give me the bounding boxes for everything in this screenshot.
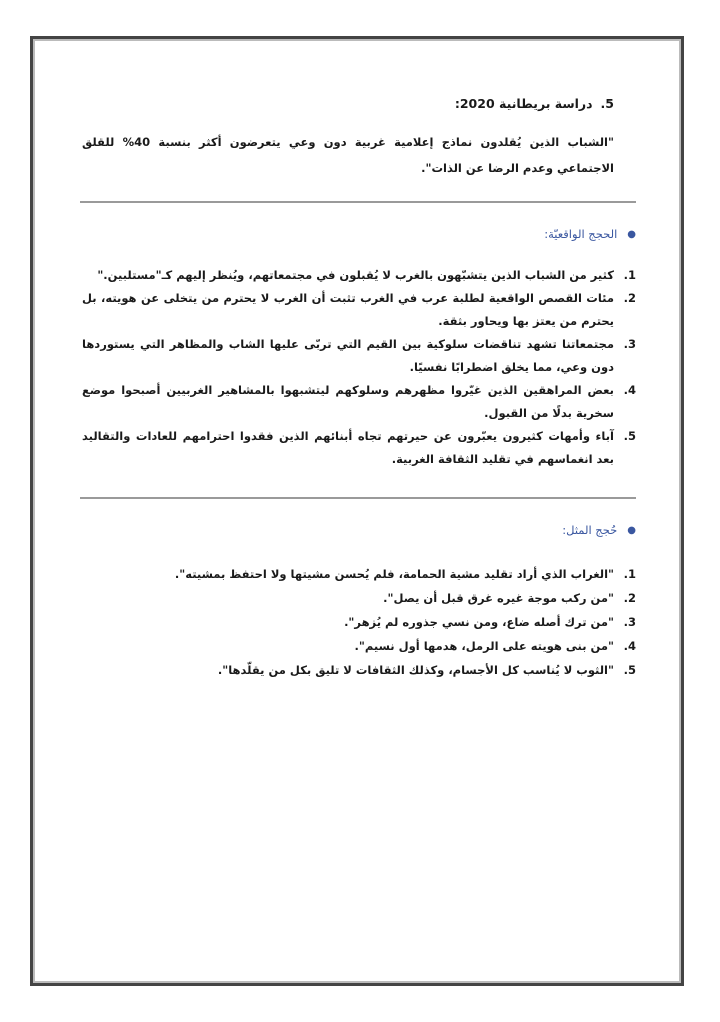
item-number: 3. — [623, 337, 636, 351]
list-item — [82, 333, 636, 379]
study-heading — [82, 92, 614, 115]
bullet-icon: ● — [627, 229, 636, 240]
item-text: بعض المراهقين الذين غيّروا مظهرهم وسلوكهم ليتشبهوا بالمشاهير الغربيين أصبحوا موضع سخرية بدلًا من القبول. — [82, 383, 614, 420]
item-text: "من ترك أصله ضاع، ومن نسي جذوره لم يُزهر". — [344, 615, 614, 629]
item-number: 1. — [623, 567, 636, 581]
list-item — [82, 562, 636, 586]
item-number: 3. — [623, 615, 636, 629]
item-text: كثير من الشباب الذين يتشبّهون بالغرب لا يُقبلون في مجتمعاتهم، ويُنظر إليهم كـ"مستلبين." — [97, 268, 614, 282]
proverb-arguments-title: حُجج المثل: — [562, 523, 618, 537]
proverb-arguments-list — [82, 562, 636, 682]
item-text: "الثوب لا يُناسب كل الأجسام، وكذلك الثقافات لا تليق بكل من يقلّدها". — [217, 663, 614, 677]
list-item — [82, 586, 636, 610]
study-title: دراسة بريطانية 2020: — [454, 96, 593, 111]
item-text: مئات القصص الواقعية لطلبة عرب في الغرب تثبت أن الغرب لا يحترم من يتخلى عن هويته، بل يحترم من يعتز بها ويحاور بثقة. — [82, 291, 614, 328]
list-item — [82, 264, 636, 287]
list-item — [82, 634, 636, 658]
list-item — [82, 287, 636, 333]
list-item — [82, 425, 636, 471]
item-number: 4. — [623, 639, 636, 653]
study-quote: "الشباب الذين يُقلدون نماذج إعلامية غربية دون وعي يتعرضون أكثر بنسبة 40% للقلق الاجتماعي وعدم الرضا عن الذات". — [82, 135, 614, 175]
item-text: "من ركب موجة غيره غرق قبل أن يصل". — [383, 591, 614, 605]
item-number: 1. — [623, 268, 636, 282]
bullet-icon: ● — [627, 525, 636, 536]
item-number: 2. — [623, 591, 636, 605]
item-text: آباء وأمهات كثيرون يعبّرون عن حيرتهم تجاه أبنائهم الذين فقدوا احترامهم للعادات والتقاليد بعد انغماسهم في تقليد الثقافة الغربية. — [82, 429, 614, 466]
study-number: 5. — [600, 96, 614, 111]
realistic-arguments-title: الحجج الواقعيّة: — [544, 227, 618, 241]
section-divider — [80, 497, 636, 499]
item-number: 2. — [623, 291, 636, 305]
section-divider — [80, 201, 636, 203]
item-number: 5. — [623, 429, 636, 443]
item-text: "الغراب الذي أراد تقليد مشية الحمامة، فلم يُحسن مشيتها ولا احتفظ بمشيته". — [174, 567, 614, 581]
list-item — [82, 379, 636, 425]
proverb-arguments-heading — [82, 519, 636, 542]
list-item — [82, 610, 636, 634]
item-number: 5. — [623, 663, 636, 677]
realistic-arguments-list — [82, 264, 636, 471]
realistic-arguments-heading — [82, 223, 636, 246]
item-text: مجتمعاتنا تشهد تناقضات سلوكية بين القيم التي تربّى عليها الشاب والمظاهر التي يستوردها دون وعي، مما يخلق اضطرابًا نفسيًا. — [82, 337, 614, 374]
item-text: "من بنى هويته على الرمل، هدمها أول نسيم". — [354, 639, 614, 653]
item-number: 4. — [623, 383, 636, 397]
document-content — [82, 92, 636, 682]
list-item — [82, 658, 636, 682]
